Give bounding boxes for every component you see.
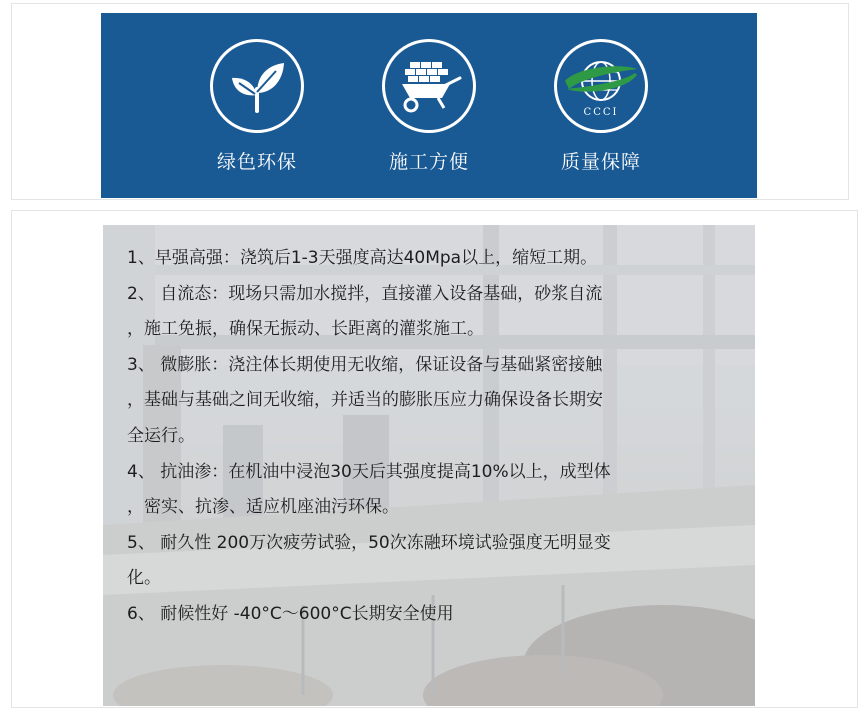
feature-line-9: 5、 耐久性 200万次疲劳试验，50次冻融环境试验强度无明显变	[127, 532, 611, 553]
feature-line-7: 4、 抗油渗：在机油中浸泡30天后其强度提高10%以上，成型体	[127, 461, 611, 482]
construction-photo-background	[103, 225, 755, 706]
feature-line-2: 2、 自流态：现场只需加水搅拌，直接灌入设备基础，砂浆自流	[127, 283, 603, 304]
feature-eco	[177, 13, 337, 174]
cccc-globe-logo-icon	[561, 51, 641, 121]
feature-line-6: 全运行。	[127, 425, 195, 446]
feature-quality	[521, 13, 681, 174]
feature-construction-circle	[382, 39, 476, 133]
feature-eco-label: 绿色环保	[216, 151, 297, 173]
feature-quality-label: 质量保障	[560, 151, 641, 173]
feature-eco-circle	[210, 39, 304, 133]
feature-line-1: 1、早强高强：浇筑后1-3天强度高达40Mpa以上，缩短工期。	[127, 248, 598, 268]
features-banner	[101, 13, 757, 198]
logo-text: CCCI	[583, 107, 619, 118]
feature-construction-label: 施工方便	[388, 151, 469, 173]
feature-line-11: 6、 耐候性好 -40°C～600°C长期安全使用	[127, 603, 454, 624]
feature-line-3: ，施工免振，确保无振动、长距离的灌浆施工。	[127, 319, 484, 340]
feature-line-10: 化。	[127, 568, 161, 589]
feature-construction	[349, 13, 509, 174]
feature-line-4: 3、 微膨胀：浇注体长期使用无收缩，保证设备与基础紧密接触	[127, 354, 603, 375]
feature-line-5: ，基础与基础之间无收缩，并适当的膨胀压应力确保设备长期安	[127, 390, 603, 411]
feature-line-8: ，密实、抗渗、适应机座油污环保。	[127, 497, 399, 518]
leaf-sprout-icon	[226, 55, 288, 117]
product-features-text	[127, 241, 739, 633]
wheelbarrow-bricks-icon	[394, 56, 464, 116]
feature-quality-circle	[554, 39, 648, 133]
